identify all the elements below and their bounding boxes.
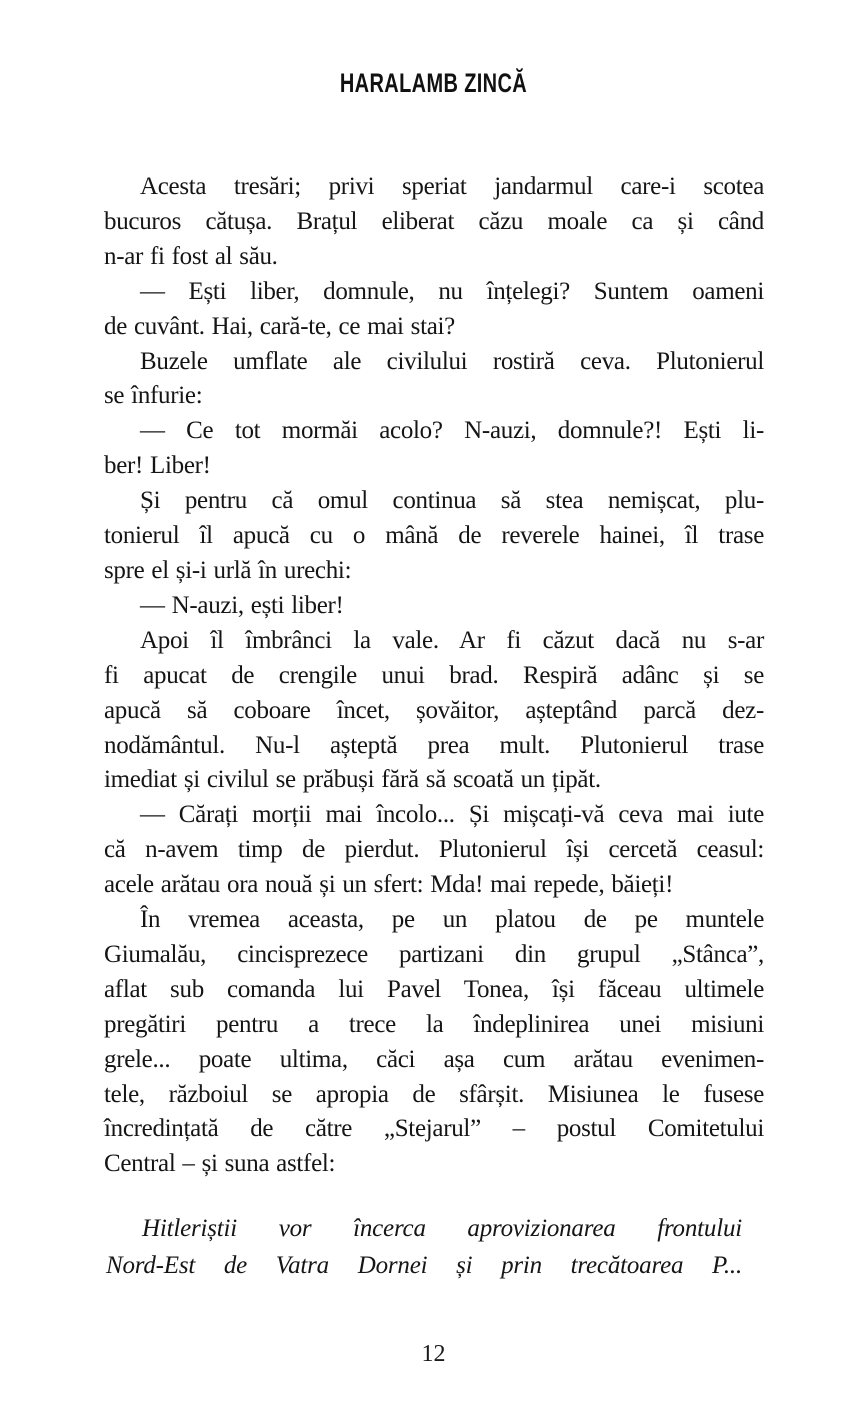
text-line: Apoi îl îmbrânci la vale. Ar fi căzut dacă nu s-ar bbox=[140, 626, 764, 654]
text-line: apucă să coboare încet, șovăitor, așteptând parcă dez- bbox=[104, 696, 764, 724]
text-line: că n-avem timp de pierdut. Plutonierul își cercetă ceasul: bbox=[104, 836, 764, 864]
text-line: Hitleriștii vor încerca aprovizionarea frontului bbox=[142, 1215, 742, 1242]
text-line: — Ce tot mormăi acolo? N-auzi, domnule?! Ești li- bbox=[140, 417, 764, 445]
text-line: spre el și-i urlă în urechi: bbox=[104, 556, 352, 584]
text-line: Acesta tresări; privi speriat jandarmul care-i scotea bbox=[140, 173, 764, 200]
text-line: grele... poate ultima, căci așa cum arătau evenimen- bbox=[104, 1045, 764, 1073]
text-line: imediat și civilul se prăbuși fără să scoată un țipăt. bbox=[104, 766, 601, 794]
page-number: 12 bbox=[421, 1341, 446, 1367]
text-line: Giumalău, cincisprezece partizani din grupul „Stânca”, bbox=[104, 940, 764, 968]
text-line: de cuvânt. Hai, cară-te, ce mai stai? bbox=[104, 312, 455, 340]
text-line: bucuros cătușa. Brațul eliberat căzu moale ca și când bbox=[104, 207, 764, 235]
text-line: — Ești liber, domnule, nu înțelegi? Suntem oameni bbox=[140, 277, 764, 305]
text-line: ber! Liber! bbox=[104, 452, 211, 480]
mission-text bbox=[106, 1210, 742, 1284]
text-line: nodământul. Nu-l așteptă prea mult. Plutonierul trase bbox=[104, 731, 764, 759]
body-text bbox=[104, 170, 764, 1182]
text-line: acele arătau ora nouă și un sfert: Mda! mai repede, băieți! bbox=[104, 871, 674, 899]
text-line: încredințată de către „Stejarul” – postul Comitetului bbox=[104, 1115, 764, 1143]
text-line: În vremea aceasta, pe un platou de pe muntele bbox=[140, 906, 764, 934]
text-line: pregătiri pentru a trece la îndeplinirea unei misiuni bbox=[104, 1010, 764, 1038]
text-line: — Cărați morții mai încolo... Și mișcați-vă ceva mai iute bbox=[140, 801, 764, 829]
text-line: fi apucat de crengile unui brad. Respiră adânc și se bbox=[104, 661, 764, 689]
text-line: aflat sub comanda lui Pavel Tonea, își făceau ultimele bbox=[104, 975, 764, 1003]
text-line: n-ar fi fost al său. bbox=[104, 242, 278, 270]
text-line: Și pentru că omul continua să stea nemișcat, plu- bbox=[140, 487, 764, 515]
text-line: Nord-Est de Vatra Dornei și prin trecătoarea P... bbox=[106, 1252, 742, 1279]
running-header bbox=[0, 68, 867, 99]
text-line: Central – și suna astfel: bbox=[104, 1150, 336, 1178]
text-line: se înfurie: bbox=[104, 382, 203, 410]
text-line: tele, războiul se apropia de sfârșit. Misiunea le fusese bbox=[104, 1080, 764, 1108]
text-line: — N-auzi, ești liber! bbox=[140, 591, 344, 619]
text-line: Buzele umflate ale civilului rostiră ceva. Plutonierul bbox=[140, 347, 764, 375]
author-name: HARALAMB ZINCĂ bbox=[339, 68, 528, 98]
text-line: tonierul îl apucă cu o mână de reverele hainei, îl trase bbox=[104, 522, 764, 550]
